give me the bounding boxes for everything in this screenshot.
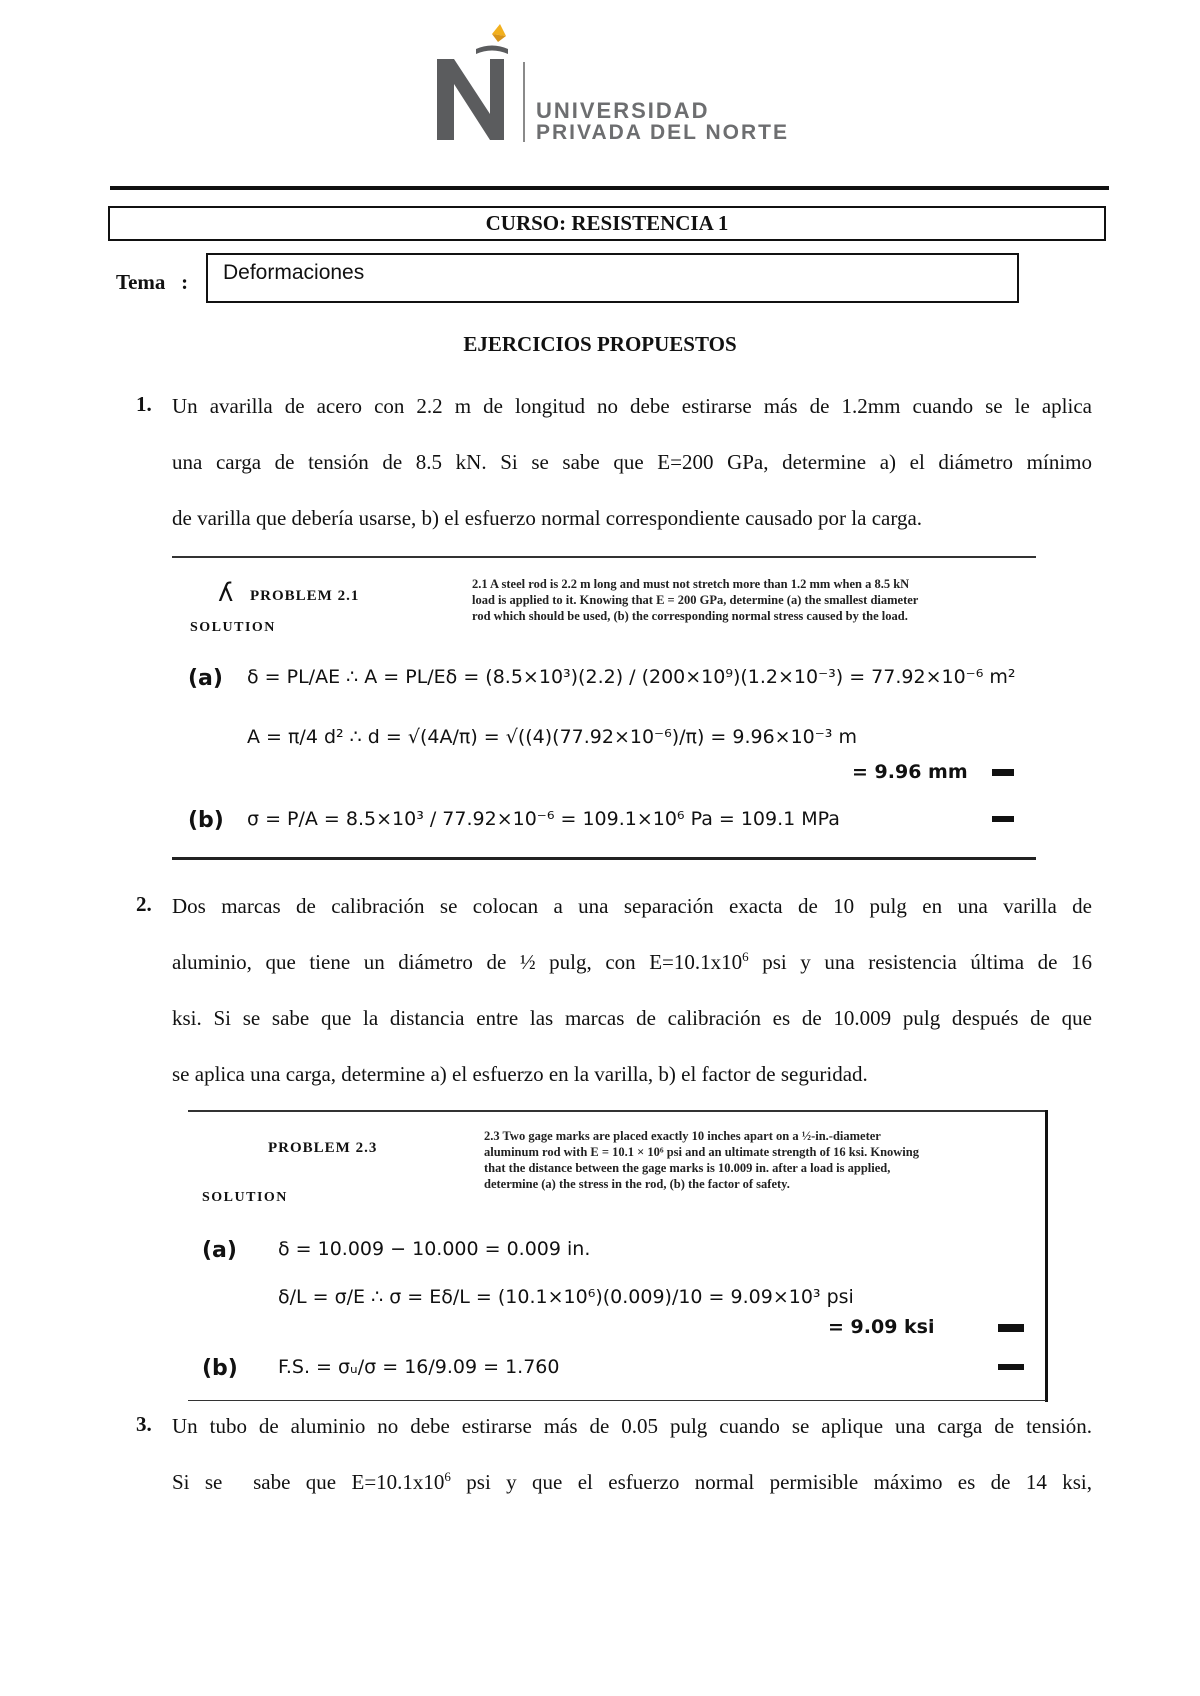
- part-a-result: = 9.96 mm: [852, 761, 968, 783]
- part-a-result: = 9.09 ksi: [828, 1316, 935, 1338]
- result-arrow-icon: [992, 816, 1014, 822]
- exercise-3-line: Un tubo de aluminio no debe estirarse más de 0.05 pulg cuando se aplique una carga de tensión.: [172, 1414, 1092, 1438]
- exponent: 6: [742, 949, 749, 964]
- statement-line: 2.1 A steel rod is 2.2 m long and must not stretch more than 1.2 mm when a 8.5 kN: [472, 577, 910, 591]
- exercise-1-line: de varilla que debería usarse, b) el esfuerzo normal correspondiente causado por la carga.: [172, 506, 923, 530]
- exercise-2-line: Dos marcas de calibración se colocan a una separación exacta de 10 pulg en una varilla de: [172, 894, 1092, 918]
- result-arrow-icon: [992, 769, 1014, 776]
- exponent: 6: [444, 1469, 451, 1484]
- solution-label: SOLUTION: [190, 620, 276, 635]
- exercise-3-line2-part: psi y que el esfuerzo normal permisible máximo es de 14 ksi,: [450, 1470, 1092, 1494]
- exercise-2-line: ksi. Si se sabe que la distancia entre las marcas de calibración es de 10.009 pulg después de que: [172, 1006, 1092, 1030]
- result-arrow-icon: [998, 1364, 1024, 1370]
- part-a-label: (a): [202, 1238, 237, 1263]
- exercise-1-line: Un avarilla de acero con 2.2 m de longitud no debe estirarse más de 1.2mm cuando se le aplica: [172, 394, 1092, 418]
- part-a-equation-1: δ = PL/AE ∴ A = PL/Eδ = (8.5×10³)(2.2) / (200×10⁹)(1.2×10⁻³) = 77.92×10⁻⁶ m²: [247, 666, 1016, 688]
- solution-label: SOLUTION: [202, 1190, 288, 1205]
- part-b-equation: F.S. = σᵤ/σ = 16/9.09 = 1.760: [278, 1356, 560, 1378]
- figure-border: [1045, 1110, 1048, 1402]
- statement-line: aluminum rod with E = 10.1 × 10⁶ psi and an ultimate strength of 16 ksi. Knowing: [484, 1145, 919, 1159]
- exercise-3-number: 3.: [136, 1412, 152, 1436]
- header-rule: [110, 186, 1109, 190]
- problem-mark-icon: ʎ: [218, 578, 234, 608]
- exercise-2-line2-part: aluminio, que tiene un diámetro de ½ pulg, con E=10.1x10: [172, 950, 743, 974]
- solution-1-figure: [172, 556, 1036, 861]
- part-a-equation-2: A = π/4 d² ∴ d = √(4A/π) = √((4)(77.92×10⁻⁶)/π) = 9.96×10⁻³ m: [247, 726, 857, 748]
- statement-line: that the distance between the gage marks is 10.009 in. after a load is applied,: [484, 1161, 891, 1175]
- statement-line: determine (a) the stress in the rod, (b) the factor of safety.: [484, 1177, 790, 1191]
- statement-line: load is applied to it. Knowing that E = 200 GPa, determine (a) the smallest diameter: [472, 593, 919, 607]
- exercise-1-text: [172, 378, 1092, 546]
- university-name-line1: UNIVERSIDAD: [536, 98, 710, 123]
- exercise-1-line: una carga de tensión de 8.5 kN. Si se sabe que E=200 GPa, determine a) el diámetro mínimo: [172, 450, 1092, 474]
- part-a-equation-2: δ/L = σ/E ∴ σ = Eδ/L = (10.1×10⁶)(0.009)/10 = 9.09×10³ psi: [278, 1286, 854, 1308]
- exercise-2-line2-part: psi y una resistencia última de 16: [748, 950, 1093, 974]
- university-logo: [432, 24, 537, 144]
- exercise-2-line: [172, 934, 1092, 990]
- part-b-label: (b): [188, 808, 224, 833]
- exercise-3-text: [172, 1398, 1092, 1510]
- section-title: EJERCICIOS PROPUESTOS: [463, 332, 737, 356]
- part-a-equation-1: δ = 10.009 − 10.000 = 0.009 in.: [278, 1238, 591, 1260]
- exercise-1-number: 1.: [136, 392, 152, 416]
- exercise-2-line: se aplica una carga, determine a) el esfuerzo en la varilla, b) el factor de seguridad.: [172, 1062, 868, 1086]
- statement-line: 2.3 Two gage marks are placed exactly 10 inches apart on a ½-in.-diameter: [484, 1129, 881, 1143]
- figure-rule: [172, 556, 1036, 558]
- logo-divider: [523, 62, 525, 142]
- exercise-3-line2-part: Si se sabe que E=10.1x10: [172, 1470, 445, 1494]
- problem-statement: [472, 576, 1032, 624]
- exercise-2-text: [172, 878, 1092, 1102]
- problem-title: PROBLEM 2.3: [268, 1140, 378, 1156]
- statement-line: rod which should be used, (b) the corresponding normal stress caused by the load.: [472, 609, 908, 623]
- exercise-3-line: [172, 1454, 1092, 1510]
- course-box: CURSO: RESISTENCIA 1: [108, 206, 1106, 241]
- figure-rule: [188, 1110, 1046, 1112]
- university-name-line2: PRIVADA DEL NORTE: [536, 121, 789, 144]
- problem-statement: [484, 1128, 1024, 1192]
- figure-rule: [172, 857, 1036, 860]
- part-b-label: (b): [202, 1356, 238, 1381]
- part-b-equation: σ = P/A = 8.5×10³ / 77.92×10⁻⁶ = 109.1×10⁶ Pa = 109.1 MPa: [247, 808, 840, 830]
- topic-label: Tema :: [116, 270, 189, 294]
- part-a-label: (a): [188, 666, 223, 691]
- exercise-2-number: 2.: [136, 892, 152, 916]
- topic-field: Deformaciones: [206, 253, 1019, 303]
- result-arrow-icon: [998, 1324, 1024, 1332]
- solution-2-figure: [188, 1110, 1050, 1402]
- problem-title: PROBLEM 2.1: [250, 588, 360, 604]
